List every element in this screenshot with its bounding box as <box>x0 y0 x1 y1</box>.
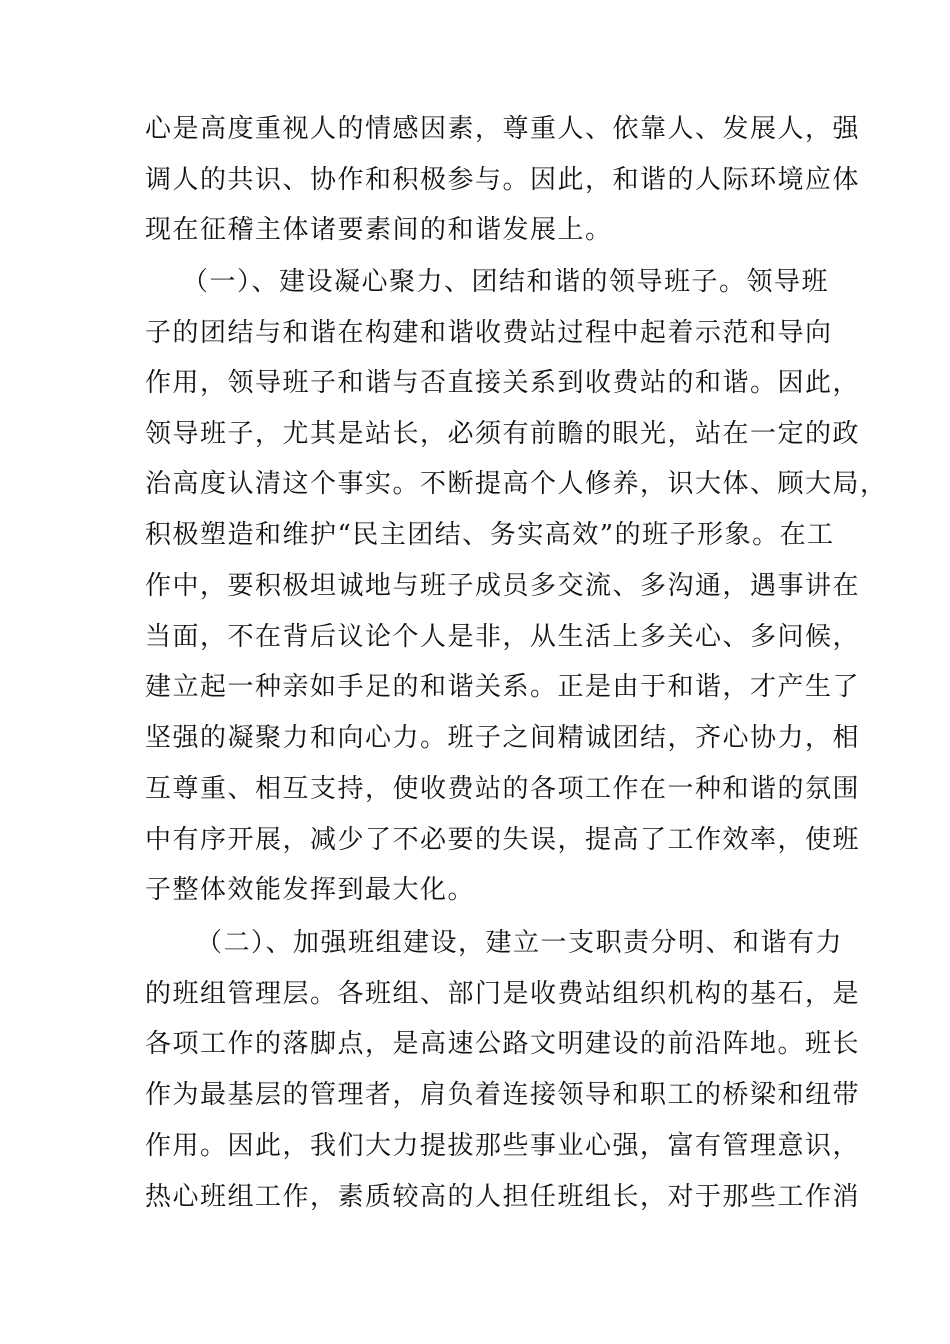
text-line: 作为最基层的管理者，肩负着连接领导和职工的桥梁和纽带 <box>145 1080 861 1110</box>
text-line: 建立起一种亲如手足的和谐关系。正是由于和谐，才产生了 <box>145 672 861 702</box>
text-line: 作用，领导班子和谐与否直接关系到收费站的和谐。因此， <box>145 368 861 398</box>
text-line: 互尊重、相互支持，使收费站的各项工作在一种和谐的氛围 <box>145 774 861 804</box>
text-line: 领导班子，尤其是站长，必须有前瞻的眼光，站在一定的政 <box>145 419 861 449</box>
paragraph-heading-1: （一）、建设凝心聚力、团结和谐的领导班子。领导班 <box>182 267 830 297</box>
text-line: 现在征稽主体诸要素间的和谐发展上。 <box>145 215 613 245</box>
paragraph-heading-2: （二）、加强班组建设，建立一支职责分明、和谐有力 <box>196 928 844 958</box>
text-line: 积极塑造和维护“民主团结、务实高效”的班子形象。在工 <box>145 520 835 550</box>
text-line: 调人的共识、协作和积极参与。因此，和谐的人际环境应体 <box>145 165 861 195</box>
text-line: 热心班组工作，素质较高的人担任班组长，对于那些工作消 <box>145 1182 861 1212</box>
text-line: 中有序开展，减少了不必要的失误，提高了工作效率，使班 <box>145 825 861 855</box>
text-line: 子的团结与和谐在构建和谐收费站过程中起着示范和导向 <box>145 318 833 348</box>
text-line: 各项工作的落脚点，是高速公路文明建设的前沿阵地。班长 <box>145 1029 861 1059</box>
text-line: 作用。因此，我们大力提拔那些事业心强，富有管理意识， <box>145 1131 861 1161</box>
text-line: 治高度认清这个事实。不断提高个人修养，识大体、顾大局， <box>145 469 888 499</box>
text-line: 坚强的凝聚力和向心力。班子之间精诚团结，齐心协力，相 <box>145 723 861 753</box>
text-line: 心是高度重视人的情感因素，尊重人、依靠人、发展人，强 <box>145 114 861 144</box>
text-line: 作中，要积极坦诚地与班子成员多交流、多沟通，遇事讲在 <box>145 571 861 601</box>
text-line: 的班组管理层。各班组、部门是收费站组织机构的基石，是 <box>145 979 861 1009</box>
text-line: 当面，不在背后议论个人是非，从生活上多关心、多问候， <box>145 622 861 652</box>
text-line: 子整体效能发挥到最大化。 <box>145 875 476 905</box>
